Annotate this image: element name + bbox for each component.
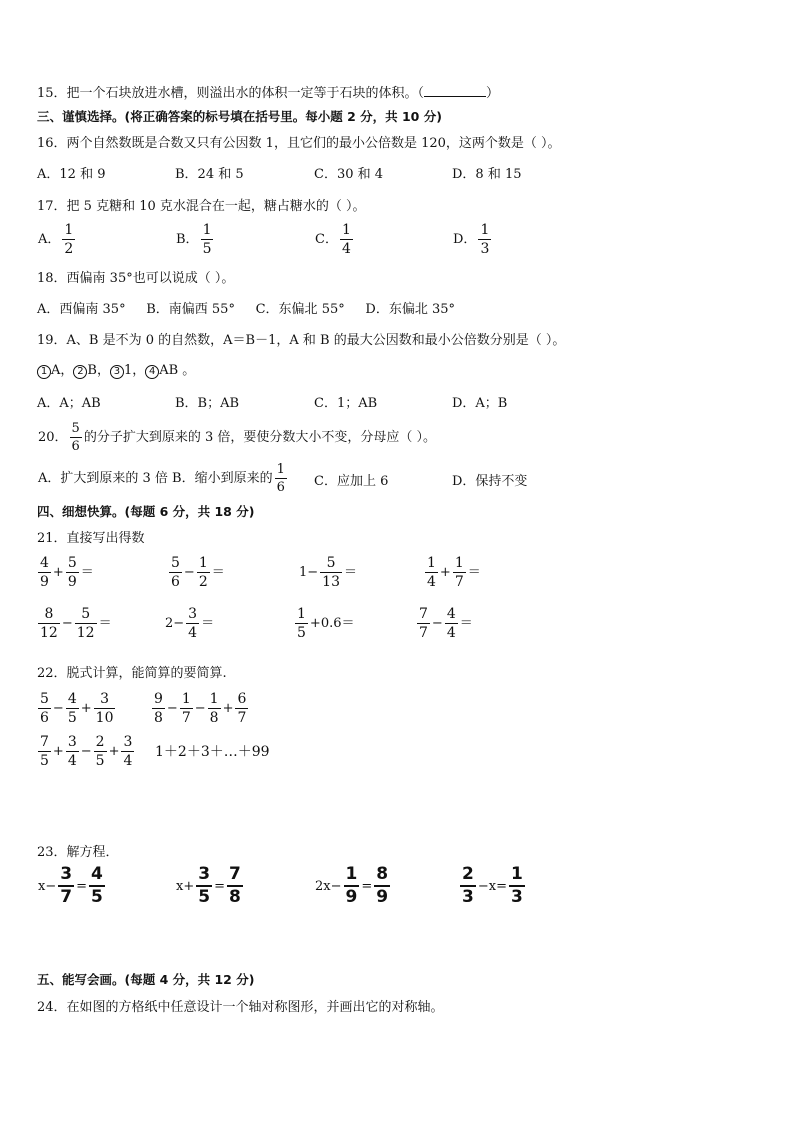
option-letter: B． bbox=[176, 232, 199, 247]
fraction bbox=[38, 607, 60, 640]
denominator: 8 bbox=[209, 710, 219, 726]
q17-option-a[interactable] bbox=[37, 223, 76, 256]
equals: = bbox=[76, 878, 87, 894]
numerator: 8 bbox=[376, 864, 389, 884]
equals: ＝ bbox=[459, 616, 473, 631]
q23-equation-2 bbox=[175, 866, 244, 906]
fraction bbox=[197, 556, 210, 589]
denominator: 4 bbox=[427, 574, 436, 590]
equals: ＝ bbox=[80, 565, 94, 580]
fraction bbox=[66, 556, 79, 589]
numerator: 4 bbox=[446, 606, 456, 622]
q17-option-d[interactable] bbox=[452, 223, 492, 256]
numerator: 4 bbox=[90, 864, 103, 884]
denominator: 7 bbox=[181, 710, 191, 726]
q20-option-c[interactable]: C．应加上 6 bbox=[314, 474, 389, 489]
fraction bbox=[169, 556, 182, 589]
question-number: 20． bbox=[38, 430, 68, 445]
q21-expr-8 bbox=[416, 607, 474, 640]
question-16-stem: 16．两个自然数既是合数又只有公因数 1，且它们的最小公倍数是 120，这两个数是（ ）。 bbox=[37, 136, 561, 151]
option-letter: C． bbox=[315, 232, 338, 247]
operator: − bbox=[194, 701, 206, 716]
numerator: 1 bbox=[181, 691, 191, 707]
prefix: x+ bbox=[176, 878, 195, 894]
denominator: 10 bbox=[95, 710, 114, 726]
question-21-title: 21．直接写出得数 bbox=[37, 531, 145, 546]
denominator: 5 bbox=[198, 887, 211, 907]
fraction bbox=[62, 223, 75, 256]
numerator: 1 bbox=[454, 555, 464, 571]
equals: ＝ bbox=[211, 565, 225, 580]
question-15-text: 15．把一个石块放进水槽，则溢出水的体积一定等于石块的体积。（ bbox=[37, 86, 425, 101]
denominator: 5 bbox=[297, 625, 306, 641]
fraction bbox=[66, 735, 79, 768]
fraction bbox=[180, 692, 193, 725]
denominator: 9 bbox=[345, 887, 358, 907]
q17-option-c[interactable] bbox=[314, 223, 354, 256]
numerator: 2 bbox=[462, 864, 474, 884]
q20-option-ab[interactable]: A．扩大到原来的 3 倍 B．缩小到原来的 bbox=[38, 471, 273, 486]
prefix: 2x− bbox=[315, 878, 342, 894]
fraction bbox=[121, 735, 134, 768]
section-5-heading: 五、能写会画。(每题 4 分，共 12 分) bbox=[37, 972, 255, 987]
question-19-stem: 19．A、B 是不为 0 的自然数，A＝B－1，A 和 B 的最大公因数和最小公倍数分别是（ ）。 bbox=[37, 333, 566, 348]
option-letter: D． bbox=[453, 232, 477, 247]
numerator: 7 bbox=[40, 734, 49, 750]
numerator: 1 bbox=[510, 864, 523, 884]
fraction bbox=[66, 692, 79, 725]
q20-option-d[interactable]: D．保持不变 bbox=[452, 474, 528, 489]
q22-expr-1 bbox=[37, 692, 116, 725]
fraction bbox=[275, 463, 287, 494]
denominator: 6 bbox=[40, 710, 49, 726]
q21-expr-7 bbox=[294, 607, 356, 640]
q22-expr-3 bbox=[37, 735, 135, 768]
question-24: 24．在如图的方格纸中任意设计一个轴对称图形，并画出它的对称轴。 bbox=[37, 1000, 444, 1015]
numerator: 3 bbox=[67, 734, 77, 750]
numerator: 5 bbox=[171, 555, 180, 571]
option-letter: A． bbox=[38, 232, 61, 247]
question-15 bbox=[37, 85, 499, 100]
numerator: 9 bbox=[154, 691, 163, 707]
q21-expr-4 bbox=[424, 556, 482, 589]
q19-option-d[interactable]: D．A；B bbox=[452, 396, 508, 411]
prefix: x− bbox=[38, 878, 57, 894]
q16-option-b[interactable]: B．24 和 5 bbox=[175, 167, 244, 182]
fraction bbox=[94, 735, 107, 768]
operator: + bbox=[80, 701, 92, 716]
question-15-close: ） bbox=[486, 86, 500, 101]
operator: − bbox=[61, 616, 73, 631]
circled-number: 4 bbox=[145, 365, 159, 379]
denominator: 4 bbox=[67, 753, 77, 769]
fraction bbox=[340, 223, 353, 256]
q16-option-a[interactable]: A．12 和 9 bbox=[37, 167, 106, 182]
q21-expr-2 bbox=[168, 556, 226, 589]
numerator: 4 bbox=[40, 555, 49, 571]
q23-equation-3 bbox=[314, 866, 391, 906]
denominator: 5 bbox=[202, 241, 212, 257]
fraction bbox=[417, 607, 430, 640]
choice-text: B， bbox=[87, 363, 110, 378]
operator: + bbox=[439, 565, 451, 580]
fraction bbox=[38, 556, 51, 589]
q16-option-d[interactable]: D．8 和 15 bbox=[452, 167, 522, 182]
numerator: 5 bbox=[71, 421, 80, 436]
operator: − bbox=[166, 701, 178, 716]
equals: ＝ bbox=[467, 565, 481, 580]
operator: + bbox=[52, 744, 64, 759]
denominator: 12 bbox=[40, 625, 58, 641]
numerator: 6 bbox=[237, 691, 247, 707]
q19-option-c[interactable]: C．1；AB bbox=[314, 396, 378, 411]
fraction bbox=[186, 607, 199, 640]
fraction bbox=[38, 735, 51, 768]
fraction bbox=[295, 607, 308, 640]
numerator: 7 bbox=[228, 864, 241, 884]
question-23-title: 23．解方程． bbox=[37, 845, 119, 860]
fraction bbox=[89, 866, 105, 906]
operator: + bbox=[52, 565, 64, 580]
numerator: 1 bbox=[198, 555, 208, 571]
q22-expr-4: 1＋2＋3＋…＋99 bbox=[155, 744, 270, 760]
numerator: 3 bbox=[188, 606, 198, 622]
numerator: 8 bbox=[44, 606, 54, 622]
numerator: 1 bbox=[341, 222, 351, 238]
prefix: 1− bbox=[299, 565, 319, 580]
fraction bbox=[453, 556, 466, 589]
numerator: 5 bbox=[81, 606, 91, 622]
fraction bbox=[235, 692, 248, 725]
equals: = bbox=[214, 878, 225, 894]
equals: ＝ bbox=[344, 565, 358, 580]
denominator: 4 bbox=[446, 625, 456, 641]
question-20-stem bbox=[37, 422, 437, 453]
denominator: 3 bbox=[480, 241, 490, 257]
numerator: 5 bbox=[40, 691, 49, 707]
denominator: 5 bbox=[90, 887, 103, 907]
choice-text: A， bbox=[51, 363, 74, 378]
denominator: 12 bbox=[76, 625, 95, 641]
fraction bbox=[58, 866, 74, 906]
fraction bbox=[445, 607, 458, 640]
fraction bbox=[227, 866, 243, 906]
fraction bbox=[320, 556, 342, 589]
fraction bbox=[509, 866, 525, 906]
operator: − bbox=[52, 701, 64, 716]
numerator: 4 bbox=[67, 691, 77, 707]
denominator: 6 bbox=[171, 574, 180, 590]
equals: = bbox=[361, 878, 373, 894]
numerator: 1 bbox=[297, 606, 306, 622]
operator: − bbox=[80, 744, 92, 759]
denominator: 9 bbox=[67, 574, 77, 590]
q17-option-b[interactable] bbox=[175, 223, 214, 256]
denominator: 8 bbox=[154, 710, 163, 726]
numerator: 1 bbox=[209, 691, 219, 707]
numerator: 3 bbox=[198, 864, 211, 884]
q16-option-c[interactable]: C．30 和 4 bbox=[314, 167, 384, 182]
fraction bbox=[425, 556, 438, 589]
operator: − bbox=[431, 616, 443, 631]
equals: ＝ bbox=[201, 616, 215, 631]
q20-options bbox=[37, 463, 288, 494]
operator: + bbox=[108, 744, 120, 759]
numerator: 3 bbox=[60, 864, 73, 884]
question-18-stem: 18．西偏南 35°也可以说成（ ）。 bbox=[37, 271, 235, 286]
q23-equation-1 bbox=[37, 866, 106, 906]
denominator: 9 bbox=[376, 887, 389, 907]
fraction bbox=[460, 866, 476, 906]
denominator: 5 bbox=[95, 753, 105, 769]
numerator: 3 bbox=[100, 691, 110, 707]
denominator: 8 bbox=[228, 887, 241, 907]
q21-expr-1 bbox=[37, 556, 95, 589]
numerator: 1 bbox=[345, 864, 358, 884]
q19-choices bbox=[37, 364, 195, 379]
answer-blank[interactable] bbox=[424, 85, 486, 97]
denominator: 2 bbox=[64, 241, 74, 257]
question-17-stem: 17．把 5 克糖和 10 克水混合在一起，糖占糖水的（ ）。 bbox=[37, 199, 366, 214]
q21-expr-5 bbox=[37, 607, 113, 640]
choice-text: AB 。 bbox=[159, 363, 196, 378]
numerator: 5 bbox=[326, 555, 336, 571]
denominator: 7 bbox=[419, 625, 428, 641]
numerator: 7 bbox=[419, 606, 428, 622]
equals: ＝ bbox=[98, 616, 112, 631]
denominator: 4 bbox=[188, 625, 198, 641]
equals: −x= bbox=[477, 878, 507, 894]
section-3-heading: 三、谨慎选择。(将正确答案的标号填在括号里。每小题 2 分，共 10 分) bbox=[37, 109, 442, 124]
numerator: 1 bbox=[480, 222, 490, 238]
fraction bbox=[208, 692, 221, 725]
fraction bbox=[75, 607, 97, 640]
q23-equation-4 bbox=[459, 866, 526, 906]
denominator: 5 bbox=[67, 710, 77, 726]
numerator: 1 bbox=[427, 555, 436, 571]
fraction bbox=[70, 422, 82, 453]
denominator: 6 bbox=[276, 480, 285, 495]
q18-options[interactable]: A．西偏南 35° B．南偏西 55° C．东偏北 55° D．东偏北 35° bbox=[37, 302, 455, 317]
numerator: 3 bbox=[123, 734, 133, 750]
fraction bbox=[38, 692, 51, 725]
q22-expr-2 bbox=[151, 692, 249, 725]
operator: − bbox=[183, 565, 195, 580]
denominator: 5 bbox=[40, 753, 49, 769]
fraction bbox=[478, 223, 491, 256]
denominator: 4 bbox=[123, 753, 133, 769]
q21-expr-6 bbox=[164, 607, 215, 640]
question-22-title: 22．脱式计算，能简算的要简算. bbox=[37, 666, 227, 681]
suffix: +0.6＝ bbox=[309, 616, 355, 631]
stem-text: 的分子扩大到原来的 3 倍，要使分数大小不变，分母应（ ）。 bbox=[83, 430, 436, 445]
operator: + bbox=[222, 701, 234, 716]
choice-text: 1， bbox=[123, 363, 146, 378]
q21-expr-3 bbox=[298, 556, 358, 589]
denominator: 6 bbox=[71, 439, 80, 454]
denominator: 7 bbox=[60, 887, 73, 907]
denominator: 13 bbox=[322, 574, 340, 590]
fraction bbox=[94, 692, 116, 725]
q19-option-b[interactable]: B．B；AB bbox=[175, 396, 240, 411]
denominator: 3 bbox=[510, 887, 523, 907]
q19-option-a[interactable]: A．A；AB bbox=[37, 396, 101, 411]
denominator: 4 bbox=[341, 241, 351, 257]
fraction bbox=[201, 223, 214, 256]
numerator: 1 bbox=[64, 222, 74, 238]
denominator: 7 bbox=[454, 574, 464, 590]
circled-number: 1 bbox=[37, 365, 51, 379]
denominator: 3 bbox=[462, 887, 474, 907]
denominator: 2 bbox=[198, 574, 208, 590]
fraction bbox=[374, 866, 390, 906]
prefix: 2− bbox=[165, 616, 185, 631]
fraction bbox=[344, 866, 360, 906]
fraction bbox=[152, 692, 165, 725]
denominator: 7 bbox=[237, 710, 247, 726]
numerator: 1 bbox=[276, 462, 285, 477]
circled-number: 2 bbox=[73, 365, 87, 379]
numerator: 1 bbox=[202, 222, 212, 238]
circled-number: 3 bbox=[110, 365, 124, 379]
denominator: 9 bbox=[40, 574, 49, 590]
numerator: 5 bbox=[67, 555, 77, 571]
section-4-heading: 四、细想快算。(每题 6 分，共 18 分) bbox=[37, 504, 255, 519]
fraction bbox=[196, 866, 212, 906]
numerator: 2 bbox=[95, 734, 105, 750]
